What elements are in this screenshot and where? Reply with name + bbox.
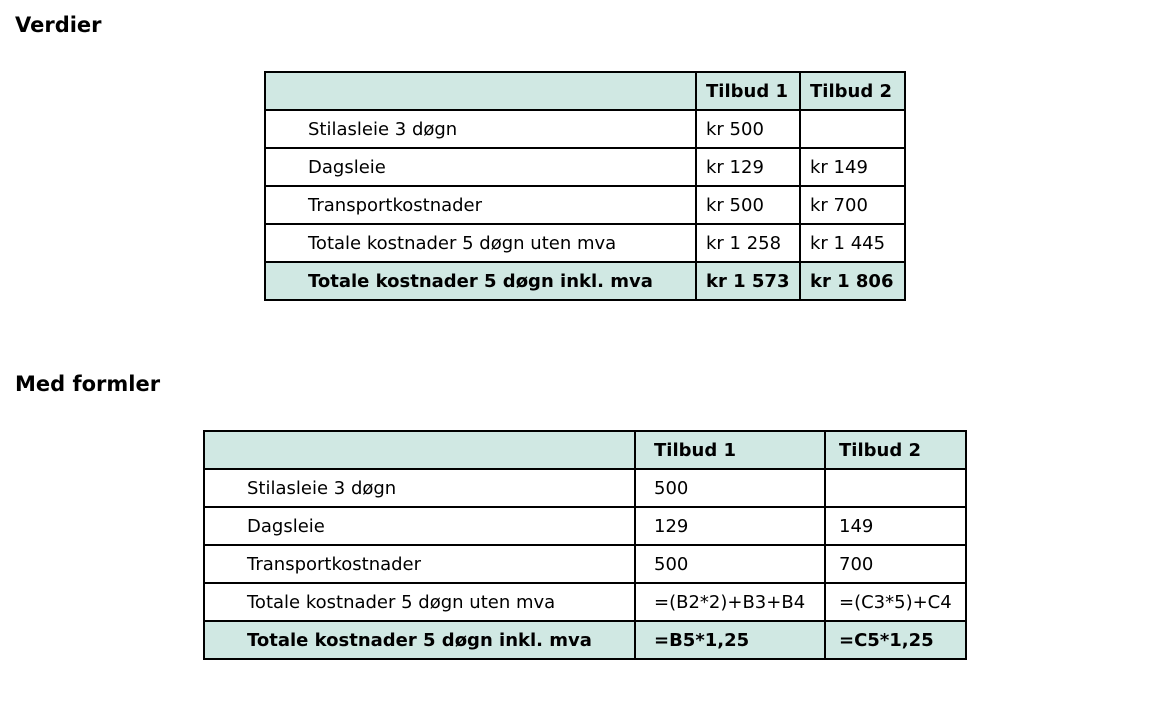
offer-2-formula: 149: [825, 507, 966, 545]
offer-1-value: kr 1 258: [696, 224, 800, 262]
offer-1-value: kr 500: [696, 186, 800, 224]
offer-1-value: kr 129: [696, 148, 800, 186]
offer-2-value: kr 149: [800, 148, 905, 186]
header-cell-offer-2: Tilbud 2: [825, 431, 966, 469]
offer-2-value: [800, 110, 905, 148]
table-row: [265, 148, 905, 186]
offer-1-value: kr 1 573: [696, 262, 800, 300]
table-row: [204, 583, 966, 621]
row-label: Totale kostnader 5 døgn inkl. mva: [265, 262, 696, 300]
offer-2-value: kr 1 806: [800, 262, 905, 300]
offer-2-value: kr 1 445: [800, 224, 905, 262]
offer-1-value: kr 500: [696, 110, 800, 148]
table-row: [204, 469, 966, 507]
row-label: Stilasleie 3 døgn: [204, 469, 635, 507]
header-cell-offer-1: Tilbud 1: [696, 72, 800, 110]
table-row: [265, 110, 905, 148]
row-label: Dagsleie: [265, 148, 696, 186]
row-label: Transportkostnader: [204, 545, 635, 583]
table-header-row: [265, 72, 905, 110]
offer-2-formula: =C5*1,25: [825, 621, 966, 659]
table-row: [204, 507, 966, 545]
row-label: Transportkostnader: [265, 186, 696, 224]
table-total-row: [265, 262, 905, 300]
table-header-row: [204, 431, 966, 469]
table-total-row: [204, 621, 966, 659]
table-row: [265, 224, 905, 262]
formulas-table: [203, 430, 967, 660]
header-cell-offer-2: Tilbud 2: [800, 72, 905, 110]
offer-1-formula: =(B2*2)+B3+B4: [635, 583, 825, 621]
header-cell-offer-1: Tilbud 1: [635, 431, 825, 469]
values-section-title: Verdier: [15, 13, 102, 37]
table-row: [204, 545, 966, 583]
table-row: [265, 186, 905, 224]
offer-2-formula: [825, 469, 966, 507]
values-table: [264, 71, 906, 301]
offer-1-formula: 500: [635, 545, 825, 583]
header-cell-label: [265, 72, 696, 110]
row-label: Stilasleie 3 døgn: [265, 110, 696, 148]
row-label: Totale kostnader 5 døgn uten mva: [265, 224, 696, 262]
offer-2-formula: 700: [825, 545, 966, 583]
formulas-section-title: Med formler: [15, 372, 161, 396]
row-label: Totale kostnader 5 døgn inkl. mva: [204, 621, 635, 659]
row-label: Dagsleie: [204, 507, 635, 545]
offer-1-formula: =B5*1,25: [635, 621, 825, 659]
header-cell-label: [204, 431, 635, 469]
offer-1-formula: 129: [635, 507, 825, 545]
offer-2-value: kr 700: [800, 186, 905, 224]
offer-2-formula: =(C3*5)+C4: [825, 583, 966, 621]
offer-1-formula: 500: [635, 469, 825, 507]
row-label: Totale kostnader 5 døgn uten mva: [204, 583, 635, 621]
